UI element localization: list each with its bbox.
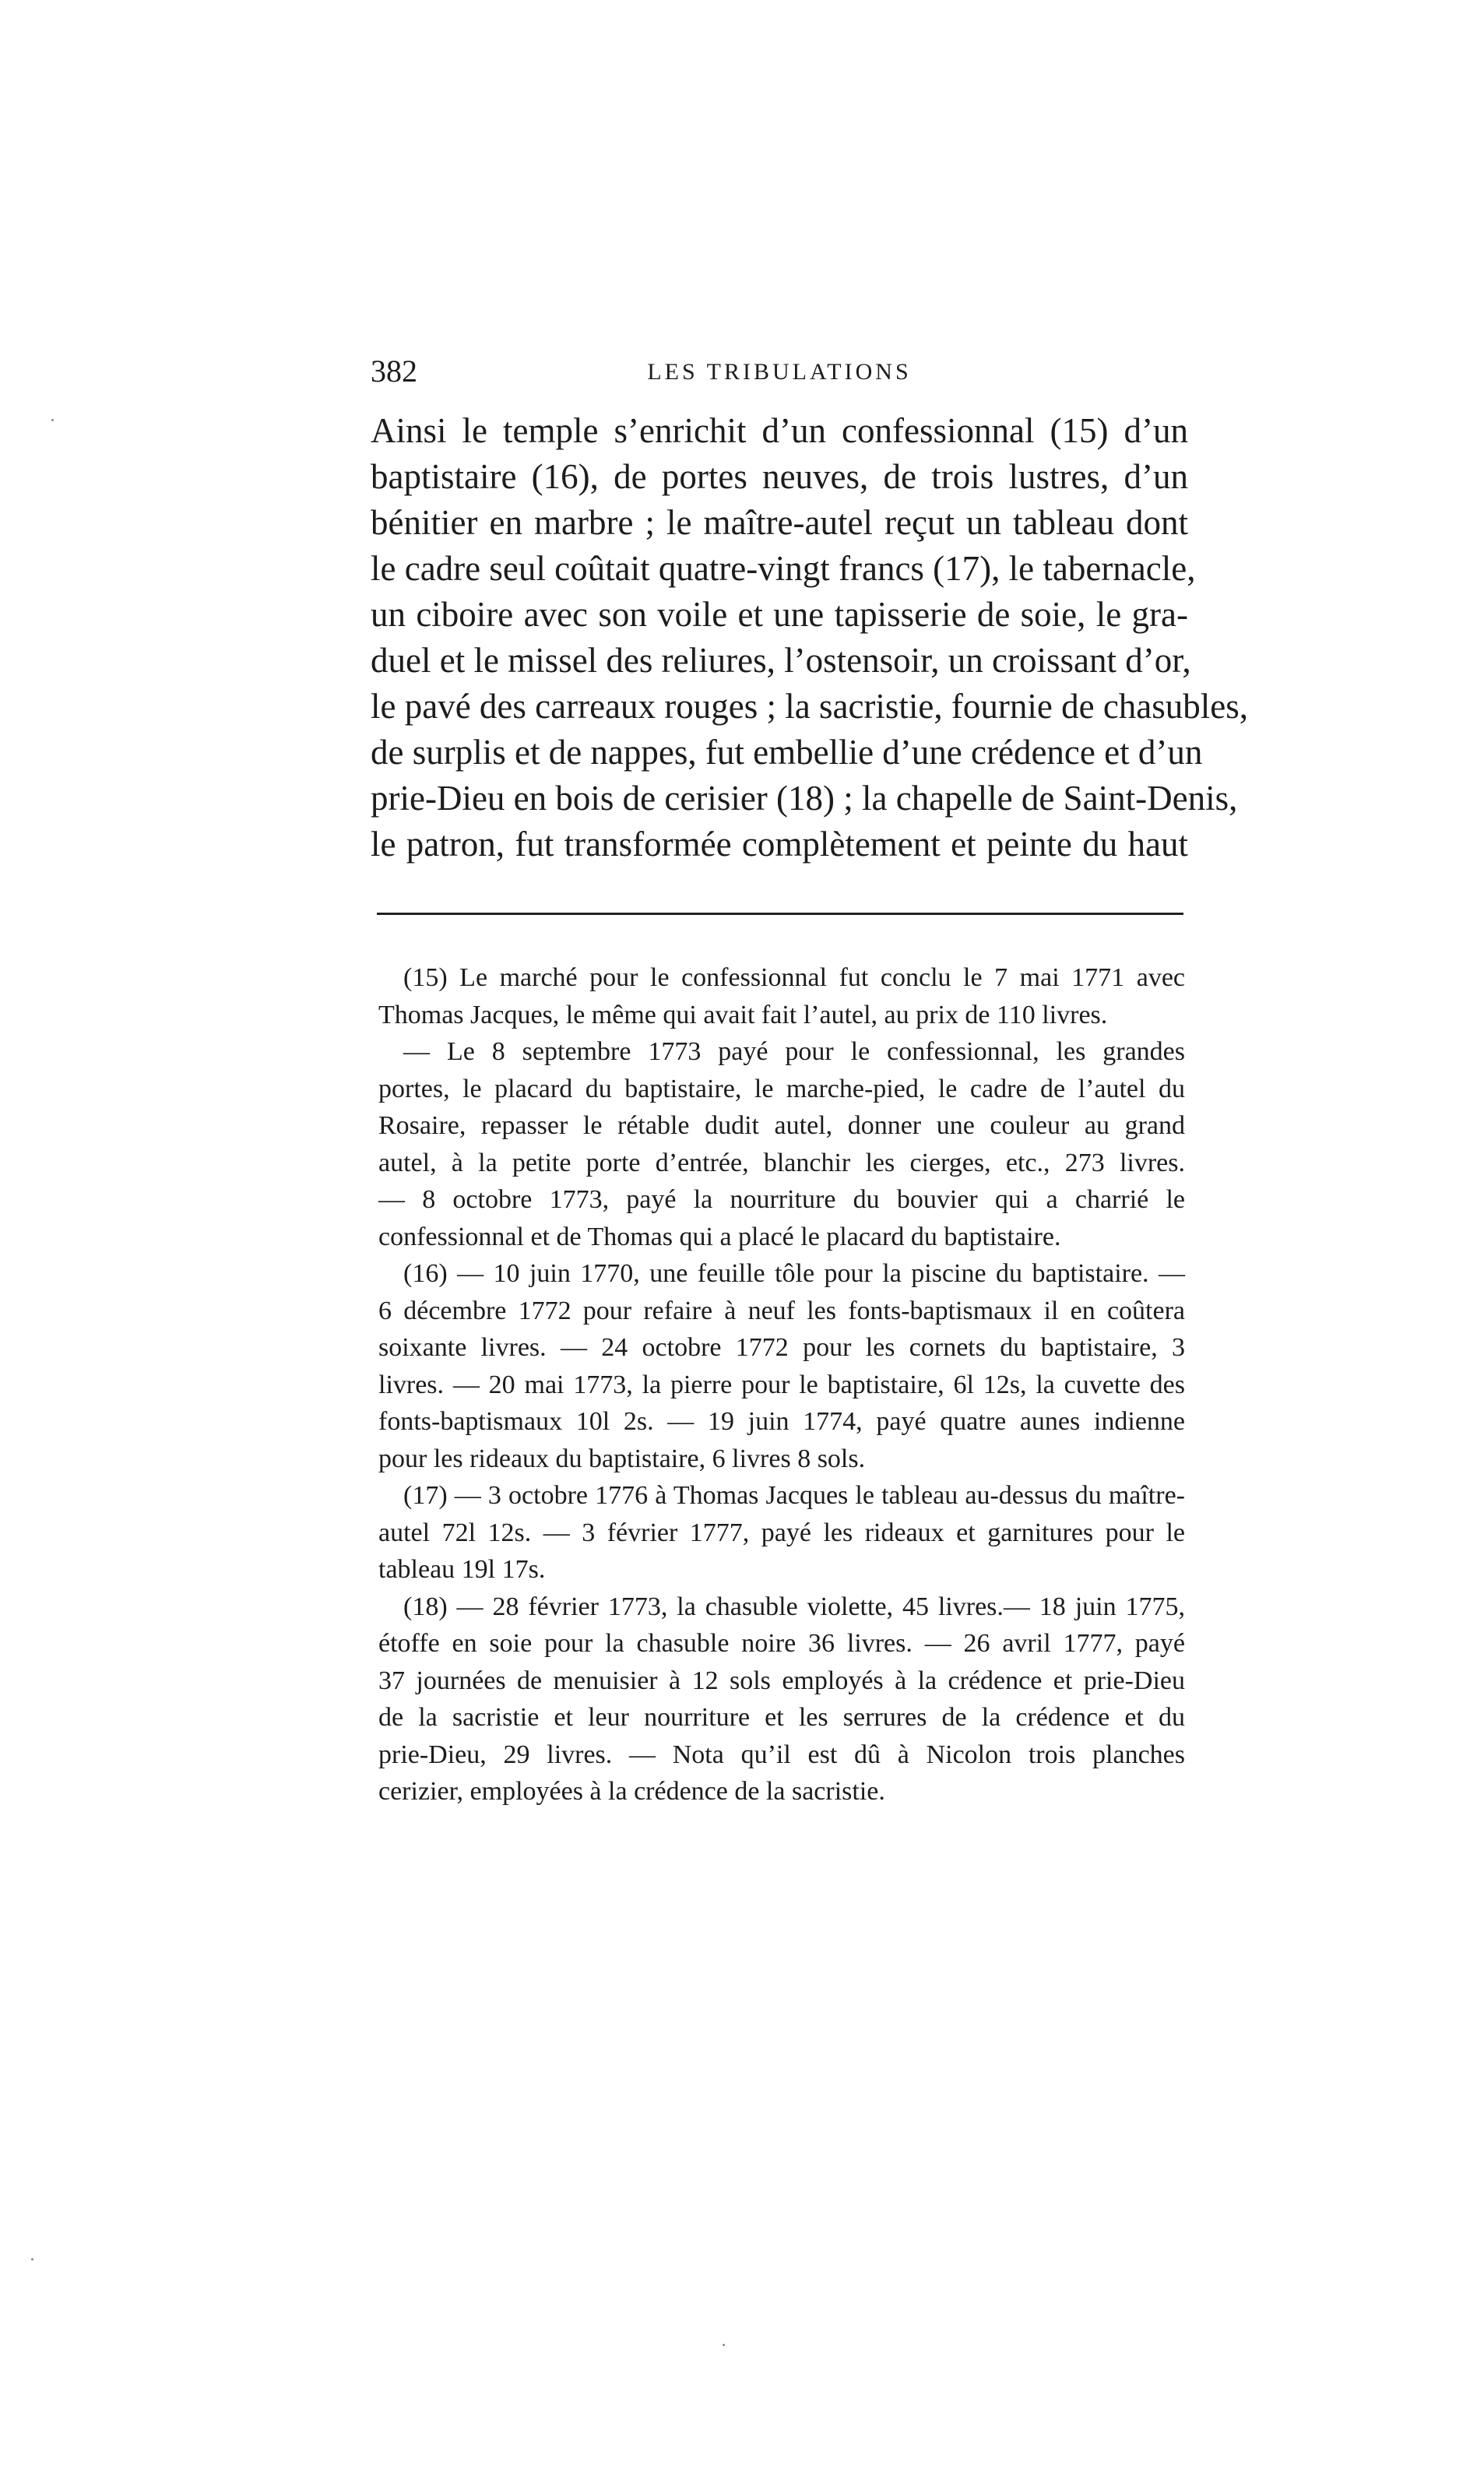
running-title: LES TRIBULATIONS: [647, 359, 912, 385]
footnote-18: [378, 1589, 1185, 1810]
footnote-17: [378, 1477, 1185, 1589]
footnote-line: pour les rideaux du baptistaire, 6 livres 8 sols.: [378, 1444, 866, 1473]
footnote-line: cerizier, employées à la crédence de la sacristie.: [378, 1777, 885, 1806]
footnote-line: 6 décembre 1772 pour refaire à neuf les fonts-baptismaux il en coûtera: [378, 1296, 1185, 1325]
footnote-line: (15) Le marché pour le confessionnal fut conclu le 7 mai 1771 avec: [403, 963, 1185, 992]
body-line: prie-Dieu en bois de cerisier (18) ; la chapelle de Saint-Denis,: [371, 779, 1238, 818]
footnote-line: fonts-baptismaux 10l 2s. — 19 juin 1774, payé quatre aunes indienne: [378, 1407, 1185, 1436]
footnote-line: confessionnal et de Thomas qui a placé le placard du baptistaire.: [378, 1222, 1061, 1251]
body-line: de surplis et de nappes, fut embellie d’une crédence et d’un: [371, 733, 1203, 772]
body-line: baptistaire (16), de portes neuves, de trois lustres, d’un: [371, 457, 1188, 496]
footnote-line: tableau 19l 17s.: [378, 1555, 546, 1584]
paper-speck: [31, 2258, 33, 2261]
footnote-15: [378, 959, 1185, 1033]
footnote-line: — Le 8 septembre 1773 payé pour le confessionnal, les grandes: [403, 1037, 1185, 1066]
footnote-line: Rosaire, repasser le rétable dudit autel, donner une couleur au grand: [378, 1111, 1185, 1140]
footnote-line: 37 journées de menuisier à 12 sols employés à la crédence et prie-Dieu: [378, 1666, 1185, 1695]
footnotes: [378, 959, 1185, 1810]
paper-speck: [723, 2344, 725, 2346]
footnote-line: de la sacristie et leur nourriture et les serrures de la crédence et du: [378, 1703, 1185, 1732]
body-paragraph: [371, 408, 1249, 867]
body-line: le pavé des carreaux rouges ; la sacristie, fournie de chasubles,: [371, 687, 1249, 726]
footnote-16: [378, 1255, 1185, 1477]
page-number: 382: [371, 354, 417, 389]
footnote-line: autel 72l 12s. — 3 février 1777, payé les rideaux et garnitures pour le: [378, 1518, 1185, 1547]
paper-speck: [51, 419, 54, 421]
footnote-15-continued: [378, 1033, 1185, 1255]
footnote-line: soixante livres. — 24 octobre 1772 pour les cornets du baptistaire, 3: [378, 1333, 1185, 1362]
footnote-line: étoffe en soie pour la chasuble noire 36 livres. — 26 avril 1777, payé: [378, 1629, 1185, 1658]
body-line: le patron, fut transformée complètement et peinte du haut: [371, 825, 1188, 864]
footnote-line: livres. — 20 mai 1773, la pierre pour le baptistaire, 6l 12s, la cuvette des: [378, 1370, 1185, 1399]
footnote-separator-rule: [377, 913, 1183, 915]
footnote-line: (17) — 3 octobre 1776 à Thomas Jacques le tableau au-dessus du maître-: [403, 1481, 1185, 1510]
footnote-line: (16) — 10 juin 1770, une feuille tôle pour la piscine du baptistaire. —: [403, 1259, 1185, 1288]
footnote-line: Thomas Jacques, le même qui avait fait l’autel, au prix de 110 livres.: [378, 1000, 1108, 1029]
body-line: un ciboire avec son voile et une tapisserie de soie, le gra-: [371, 595, 1188, 634]
footnote-line: (18) — 28 février 1773, la chasuble violette, 45 livres.— 18 juin 1775,: [403, 1592, 1185, 1621]
body-line: bénitier en marbre ; le maître-autel reçut un tableau dont: [371, 503, 1188, 542]
body-line: le cadre seul coûtait quatre-vingt francs (17), le tabernacle,: [371, 549, 1196, 588]
footnote-line: portes, le placard du baptistaire, le marche-pied, le cadre de l’autel du: [378, 1074, 1185, 1103]
running-head: [371, 352, 1188, 399]
body-line: Ainsi le temple s’enrichit d’un confessionnal (15) d’un: [371, 411, 1188, 450]
footnote-line: autel, à la petite porte d’entrée, blanchir les cierges, etc., 273 livres.: [378, 1148, 1185, 1177]
body-line: duel et le missel des reliures, l’ostensoir, un croissant d’or,: [371, 641, 1191, 680]
footnote-line: prie-Dieu, 29 livres. — Nota qu’il est dû à Nicolon trois planches: [378, 1740, 1185, 1769]
footnote-line: — 8 octobre 1773, payé la nourriture du bouvier qui a charrié le: [378, 1185, 1185, 1214]
